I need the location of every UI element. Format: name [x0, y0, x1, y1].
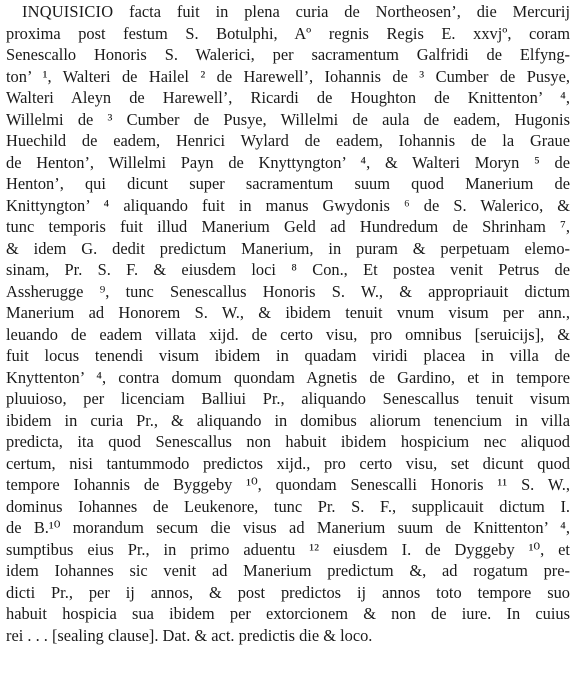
- text-line: tunc temporis fuit illud Manerium Geld ad Hundredum de Shrinham ⁷,: [6, 217, 570, 236]
- text-line: Huechild de eadem, Henrici Wylard de eadem, Iohannis de la Graue: [6, 131, 570, 150]
- text-line: tempore Iohannis de Byggeby ¹⁰, quondam Senescalli Honoris ¹¹ S. W.,: [6, 475, 570, 494]
- text-line: de Henton’, Willelmi Payn de Knyttyngton’ ⁴, & Walteri Moryn ⁵ de: [6, 152, 570, 172]
- text-line: ton’ ¹, Walteri de Hailel ² de Harewell’, Iohannis de ³ Cumber de Pusye,: [6, 66, 570, 86]
- text-line: leuando de eadem villata xijd. de certo visu, pro omnibus [seruicijs], &: [6, 324, 570, 344]
- text-line: INQUISICIO facta fuit in plena curia de Northeosen’, die Mercurij: [22, 2, 570, 21]
- text-line: ibidem in curia Pr., & aliquando in domibus aliorum tenencium in villa: [6, 410, 570, 430]
- opening-word: INQUISICIO: [22, 2, 114, 21]
- text-line: Assherugge ⁹, tunc Senescallus Honoris S. W., & appropriauit dictum: [6, 281, 570, 301]
- text-line: Willelmi de ³ Cumber de Pusye, Willelmi de aula de eadem, Hugonis: [6, 109, 570, 129]
- text-line: de B.¹⁰ morandum secum die visus ad Manerium suum de Knittenton’ ⁴,: [6, 518, 570, 537]
- text-line: Henton’, qui dicunt super sacramentum suum quod Manerium de: [6, 174, 570, 193]
- text-line: dominus Iohannes de Leukenore, tunc Pr. S. F., supplicauit dictum I.: [6, 496, 570, 516]
- text-line: Walteri Aleyn de Harewell’, Ricardi de Houghton de Knittenton’ ⁴,: [6, 88, 570, 107]
- text-line: Manerium ad Honorem S. W., & ibidem tenuit vnum visum per ann.,: [6, 303, 570, 322]
- text-line: Senescallo Honoris S. Walerici, per sacramentum Galfridi de Elfyng-: [6, 45, 570, 64]
- text-line: pluuioso, per licenciam Balliui Pr., aliquando Senescallus tenuit visum: [6, 389, 570, 408]
- text-line: habuit hospicia sua ibidem per extorcionem & non de iure. In cuius: [6, 604, 570, 623]
- text-line: predicta, ita quod Senescallus non habuit ibidem hospicium nec aliquod: [6, 432, 570, 451]
- text-line: proxima post festum S. Botulphi, Aº regnis Regis E. xxvjº, coram: [6, 23, 570, 43]
- text-line: & idem G. dedit predictum Manerium, in puram & perpetuam elemo-: [6, 238, 570, 258]
- text-line: Knittyngton’ ⁴ aliquando fuit in manus Gwydonis ⁶ de S. Walerico, &: [6, 195, 570, 215]
- inquisition-text: [6, 1, 570, 646]
- text-line: dicti Pr., per ij annos, & post predictos ij annos toto tempore suo: [6, 582, 570, 602]
- text-line: idem Iohannes sic venit ad Manerium predictum &, ad rogatum pre-: [6, 561, 570, 580]
- text-line: sumptibus eius Pr., in primo aduentu ¹² eiusdem I. de Dyggeby ¹⁰, et: [6, 539, 570, 559]
- text-line: rei . . . [sealing clause]. Dat. & act. predictis die & loco.: [6, 625, 373, 645]
- text-line: certum, nisi tantummodo predictos xijd., pro certo visu, set dicunt quod: [6, 453, 570, 473]
- text-line: fuit locus tenendi visum ibidem in quadam viridi placea in villa de: [6, 346, 570, 365]
- text-line: Knyttenton’ ⁴, contra domum quondam Agnetis de Gardino, et in tempore: [6, 367, 570, 387]
- text-line: sinam, Pr. S. F. & eiusdem loci ⁸ Con., Et postea venit Petrus de: [6, 260, 570, 279]
